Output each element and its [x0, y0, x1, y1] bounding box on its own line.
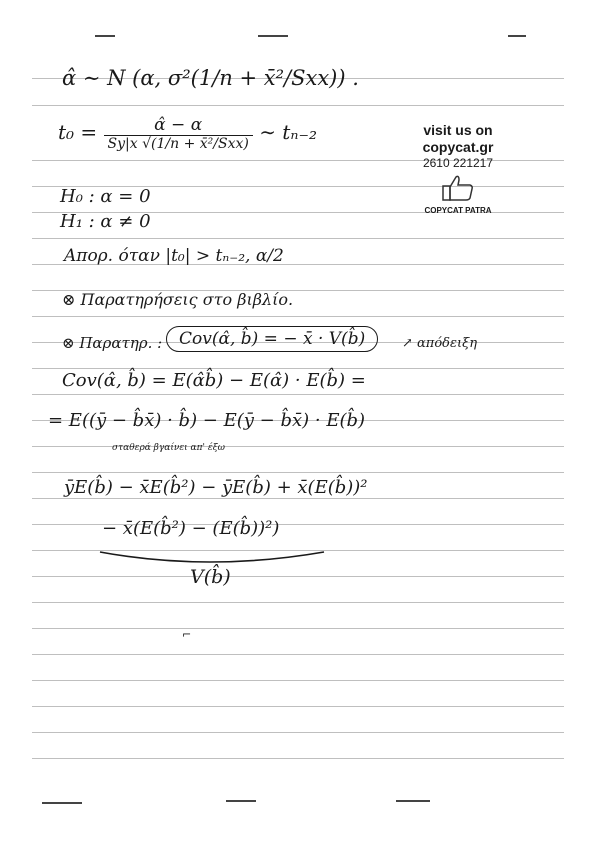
null-hypothesis: H₀ : α = 0	[60, 186, 151, 207]
copycat-ad	[402, 122, 514, 215]
ruled-line	[32, 654, 564, 655]
t0-rhs: ∼ tₙ₋₂	[259, 120, 318, 144]
ruled-line	[32, 105, 564, 106]
alt-hypothesis: H₁ : α ≠ 0	[60, 211, 151, 232]
punch-mark	[42, 802, 82, 804]
ruled-line	[32, 576, 564, 577]
t-statistic-formula	[58, 115, 317, 152]
ruled-line	[32, 706, 564, 707]
stray-mark: ⌐	[182, 628, 192, 641]
cov-expansion-2: = E((ȳ − b̂x̄) · b̂) − E(ȳ − b̂x̄) · E(b̂)	[48, 410, 366, 431]
ruled-line	[32, 732, 564, 733]
t0-fraction	[104, 115, 253, 152]
ruled-line	[32, 394, 564, 395]
cov-identity-box: Cov(α̂, b̂) = − x̄ · V(b̂)	[166, 326, 378, 352]
t0-numerator: α̂ − α	[104, 115, 253, 136]
ruled-line	[32, 238, 564, 239]
estimator-distribution: α̂ ∼ N (α, σ²(1/n + x̄²/Sxx)) .	[62, 66, 359, 90]
punch-mark	[396, 800, 430, 802]
ad-website: copycat.gr	[422, 139, 494, 155]
constant-note: σταθερά βγαίνει απ' έξω	[112, 443, 226, 453]
t0-lhs: t₀ =	[58, 120, 98, 144]
expansion-line-1: ȳE(b̂) − x̄E(b̂²) − ȳE(b̂) + x̄(E(b̂))²	[64, 477, 368, 498]
ruled-line	[32, 680, 564, 681]
observation-label: ⊗ Παρατηρ. :	[62, 334, 163, 352]
observation-book: ⊗ Παρατηρήσεις στο βιβλίο.	[62, 290, 294, 309]
punch-mark	[226, 800, 256, 802]
ad-brand: COPYCAT PATRA	[424, 206, 492, 215]
ruled-line	[32, 368, 564, 369]
proof-arrow-note: ↗ απόδειξη	[402, 336, 478, 351]
ruled-line	[32, 472, 564, 473]
ad-line-1: visit us on	[423, 122, 493, 138]
variance-result: V(b̂)	[190, 566, 231, 588]
punch-mark	[258, 35, 288, 37]
ruled-line	[32, 498, 564, 499]
ruled-line	[32, 602, 564, 603]
punch-mark	[95, 35, 115, 37]
ruled-line	[32, 628, 564, 629]
ruled-line	[32, 316, 564, 317]
expansion-line-2: − x̄(E(b̂²) − (E(b̂))²)	[102, 518, 280, 539]
ruled-line	[32, 758, 564, 759]
t0-denominator: Sy|x √(1/n + x̄²/Sxx)	[107, 136, 249, 152]
punch-mark	[508, 35, 526, 37]
ad-phone: 2610 221217	[422, 156, 494, 170]
cov-expansion-1: Cov(α̂, b̂) = E(α̂b̂) − E(α̂) · E(b̂) =	[62, 370, 366, 391]
rejection-rule: Απορ. όταν |t₀| > tₙ₋₂, α/2	[64, 246, 284, 266]
thumbs-up-icon	[441, 174, 475, 202]
